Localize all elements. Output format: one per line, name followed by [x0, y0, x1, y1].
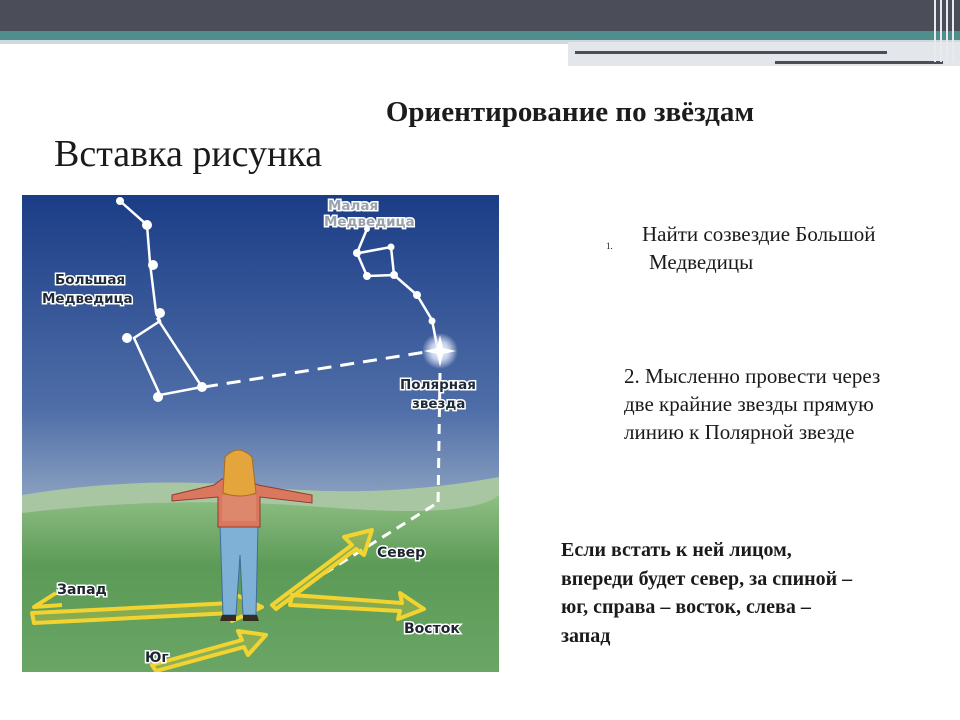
- note-line: юг, справа – восток, слева –: [561, 596, 811, 618]
- corner-decoration: [932, 0, 960, 62]
- big-dipper-label: Большая: [55, 272, 126, 288]
- note-line: Если встать к ней лицом,: [561, 539, 792, 561]
- step-1: [606, 220, 926, 276]
- note-line: запад: [561, 624, 611, 647]
- little-dipper-label: Малая: [328, 198, 379, 214]
- step-2-text: 2. Мысленно провести через: [624, 364, 881, 388]
- little-dipper-label: Медведица: [324, 214, 415, 230]
- south-label: Юг: [145, 650, 169, 666]
- header-stripe-line: [575, 51, 887, 54]
- star-orientation-illustration: [22, 195, 499, 672]
- big-dipper-label: Медведица: [42, 291, 133, 307]
- step-1-text: Медведицы: [649, 250, 754, 274]
- step-2-text: две крайние звезды прямую: [624, 392, 874, 416]
- step-1-number: 1.: [606, 241, 613, 251]
- east-label: Восток: [404, 621, 460, 637]
- orientation-note: [561, 536, 956, 650]
- polaris-label: звезда: [412, 396, 466, 412]
- step-2-text: линию к Полярной звезде: [624, 420, 855, 444]
- step-1-text: Найти созвездие Большой: [642, 222, 876, 246]
- polaris-label: Полярная: [400, 377, 476, 393]
- note-line: впереди будет север, за спиной –: [561, 567, 853, 590]
- header-bar-teal: [0, 31, 960, 40]
- slide-subtitle: Вставка рисунка: [54, 133, 323, 175]
- north-label: Север: [377, 545, 426, 561]
- header-stripe-line: [775, 61, 943, 64]
- step-2: [624, 362, 944, 446]
- west-label: Запад: [57, 582, 107, 598]
- slide-title: Ориентирование по звёздам: [385, 96, 755, 128]
- header-bar-dark: [0, 0, 960, 31]
- polaris-star: [422, 333, 458, 369]
